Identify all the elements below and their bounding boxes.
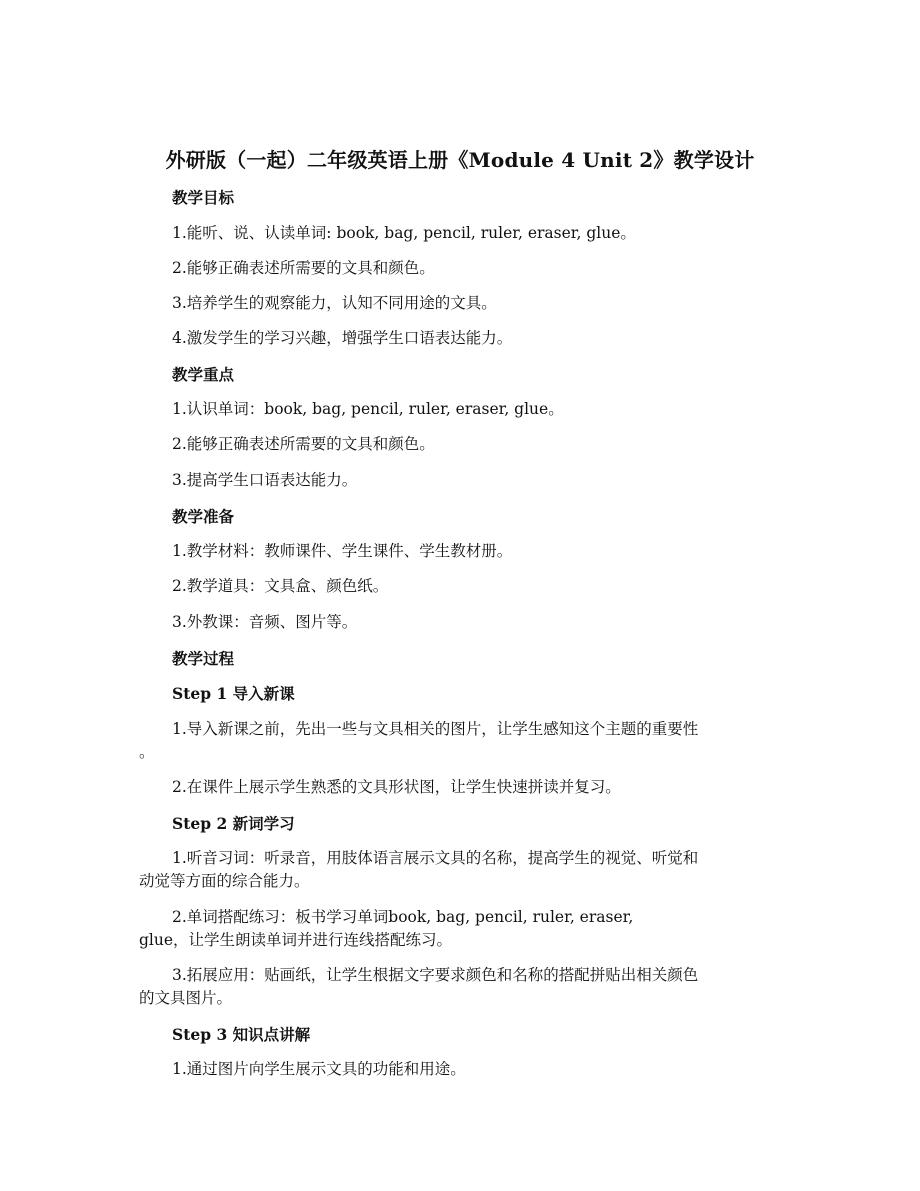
step1-title: Step 1 导入新课 <box>172 684 295 703</box>
step2-title: Step 2 新词学习 <box>172 814 295 833</box>
objective-item-2: 2.能够正确表述所需要的文具和颜色。 <box>172 259 435 277</box>
objective-item-3: 3.培养学生的观察能力，认知不同用途的文具。 <box>172 294 497 312</box>
key-point-item-2: 2.能够正确表述所需要的文具和颜色。 <box>172 435 435 453</box>
section-heading-process: 教学过程 <box>172 649 235 668</box>
step2-item3-line1: 3.拓展应用：贴画纸，让学生根据文字要求颜色和名称的搭配拼贴出相关颜色 <box>172 966 699 984</box>
preparation-item-2: 2.教学道具：文具盒、颜色纸。 <box>172 577 389 595</box>
objective-item-1: 1.能听、说、认读单词: book, bag, pencil, ruler, eraser, glue。 <box>172 224 636 242</box>
step2-item2-line1: 2.单词搭配练习：板书学习单词book, bag, pencil, ruler, eraser, <box>172 908 634 926</box>
step3-item1: 1.通过图片向学生展示文具的功能和用途。 <box>172 1060 466 1078</box>
step1-item2: 2.在课件上展示学生熟悉的文具形状图，让学生快速拼读并复习。 <box>172 778 621 796</box>
preparation-item-1: 1.教学材料：教师课件、学生课件、学生教材册。 <box>172 542 513 560</box>
objective-item-4: 4.激发学生的学习兴趣，增强学生口语表达能力。 <box>172 329 513 347</box>
step3-title: Step 3 知识点讲解 <box>172 1025 311 1044</box>
section-heading-preparation: 教学准备 <box>172 507 235 526</box>
step1-item1-line2: 。 <box>139 743 155 761</box>
step2-item3-line2: 的文具图片。 <box>139 989 233 1007</box>
key-point-item-3: 3.提高学生口语表达能力。 <box>172 471 358 489</box>
key-point-item-1: 1.认识单词：book, bag, pencil, ruler, eraser, glue。 <box>172 400 564 418</box>
step2-item1-line1: 1.听音习词：听录音，用肢体语言展示文具的名称，提高学生的视觉、听觉和 <box>172 849 699 867</box>
step1-item1-line1: 1.导入新课之前，先出一些与文具相关的图片，让学生感知这个主题的重要性 <box>172 720 699 738</box>
document-title: 外研版（一起）二年级英语上册《Module 4 Unit 2》教学设计 <box>165 148 755 172</box>
section-heading-key-points: 教学重点 <box>172 365 235 384</box>
step2-item2-line2: glue，让学生朗读单词并进行连线搭配练习。 <box>139 931 453 949</box>
preparation-item-3: 3.外教课：音频、图片等。 <box>172 613 358 631</box>
section-heading-objectives: 教学目标 <box>172 188 235 207</box>
step2-item1-line2: 动觉等方面的综合能力。 <box>139 872 310 890</box>
